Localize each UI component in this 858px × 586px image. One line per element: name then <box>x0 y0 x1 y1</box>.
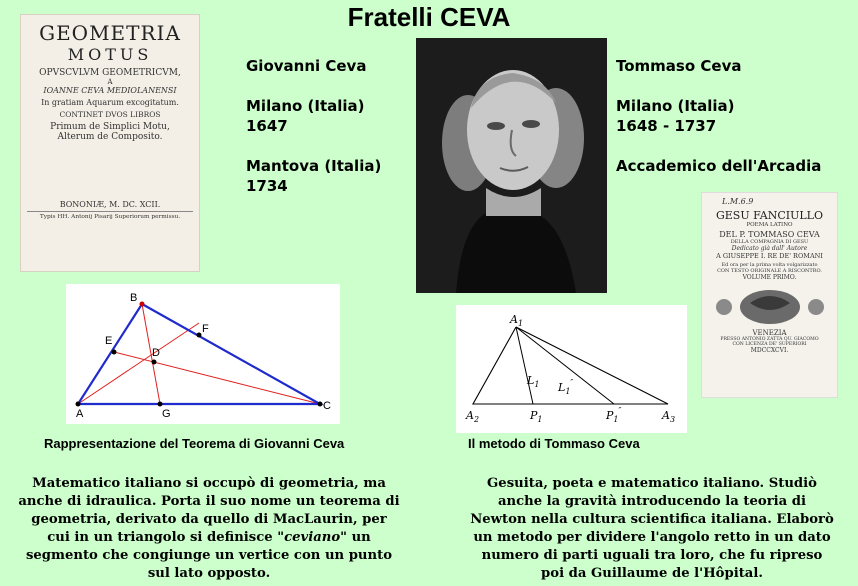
label-L1pp: $L_1''$ <box>558 378 574 396</box>
label-P1: $P_1$ <box>530 409 543 424</box>
tommaso-years: 1648 - 1737 <box>616 117 717 135</box>
tommaso-figure-caption: Il metodo di Tommaso Ceva <box>468 436 640 451</box>
foot-point <box>197 333 202 338</box>
cover-text: L.M.6.9 <box>722 197 754 206</box>
cover-text: GEOMETRIA <box>39 21 181 45</box>
label-A: A <box>76 408 84 420</box>
cover-text: VOLUME PRIMO. <box>742 274 797 281</box>
description-text: un segmento che congiunge un vertice con un punto sul lato opposto. <box>25 530 392 581</box>
description-text: Matematico italiano si occupò di geometria, ma anche di idraulica. Porta il suo nome un teorema di geometria, derivato da quello di MacLaurin, per cui in un triangolo si definisce <box>18 476 400 545</box>
tommaso-place: Milano (Italia) <box>616 97 735 115</box>
cevian-line <box>78 323 199 404</box>
foot-point <box>158 402 163 407</box>
giovanni-death-place: Mantova (Italia) <box>246 157 382 175</box>
geometria-motus-cover <box>20 14 200 272</box>
cover-text: BONONIÆ, M. DC. XCII. <box>59 200 161 209</box>
giovanni-birth-place: Milano (Italia) <box>246 97 365 115</box>
vertex-point <box>76 402 81 407</box>
label-C: C <box>323 400 331 412</box>
foot-point <box>112 350 117 355</box>
cover-text: DELLA COMPAGNIA DI GESU <box>730 239 809 245</box>
page-title: Fratelli CEVA <box>347 2 511 32</box>
label-F: F <box>202 323 209 335</box>
cover-text: CONTINET DVOS LIBROS <box>59 110 161 119</box>
tommaso-name: Tommaso Ceva <box>616 57 742 75</box>
cover-text: Dedicato già dall' Autore <box>731 245 808 252</box>
cover-text: In gratiam Aquarum excogitatum. <box>41 98 179 107</box>
label-L1: $L_1$ <box>527 374 540 389</box>
giovanni-info <box>246 56 416 196</box>
tommaso-info <box>616 56 851 176</box>
giovanni-description <box>18 475 400 583</box>
portrait-illustration <box>416 38 607 293</box>
label-P1pp: $P_1''$ <box>606 406 622 424</box>
concurrency-point <box>152 360 157 365</box>
tommaso-method-figure <box>456 305 687 433</box>
cover-text: DEL P. TOMMASO CEVA <box>719 230 820 239</box>
cover-text: VENEZIA <box>752 329 787 337</box>
cover-text: PRESSO ANTONIO ZATTA QU. GIACOMO <box>720 337 819 342</box>
angle-division-diagram <box>456 305 687 433</box>
cover-text: MOTUS <box>67 45 153 64</box>
cover-text: IOANNE CEVA MEDIOLANENSI <box>43 86 177 95</box>
tommaso-description: Gesuita, poeta e matematico italiano. Studiò anche la gravità introducendo la teoria di Newton nella cultura scientifica italiana. Elaborò un metodo per dividere l'angolo retto in un dato numero di parti uguali tra loro, che fu ripreso poi da Guillaume de l'Hôpital. <box>470 476 834 581</box>
vertex-point <box>140 302 145 307</box>
giovanni-name: Giovanni Ceva <box>246 57 367 75</box>
cover-text: A <box>107 78 113 86</box>
label-B: B <box>130 292 138 304</box>
cover-text: CON LICENZA DE' SUPERIORI <box>732 342 807 347</box>
cover-text: Primum de Simplici Motu, <box>50 122 170 132</box>
label-A2: $A_2$ <box>466 409 480 424</box>
triangle-outline <box>473 327 668 404</box>
ceva-figure-caption: Rappresentazione del Teorema di Giovanni Ceva <box>44 436 345 451</box>
cover-text: Ed ora per la prima volta volgarizzato <box>721 262 818 268</box>
cover-text: CON TESTO ORIGINALE A RISCONTRO. <box>717 268 822 274</box>
label-D: D <box>152 347 160 359</box>
vertex-point <box>318 402 323 407</box>
ceva-triangle-diagram <box>66 284 340 424</box>
cover-text: GESU FANCIULLO <box>715 209 824 222</box>
label-G: G <box>162 408 171 420</box>
cover-text: A GIUSEPPE I. RE DE' ROMANI <box>716 252 823 260</box>
gesu-fanciullo-cover <box>701 192 838 398</box>
tommaso-portrait <box>416 38 607 293</box>
cover-text: POEMA LATINO <box>746 222 793 228</box>
cevian-line <box>114 352 320 404</box>
giovanni-birth-year: 1647 <box>246 117 288 135</box>
cover-text: Alterum de Composito. <box>57 132 163 142</box>
cover-text: MDCCXCVI. <box>750 347 789 354</box>
cover-text: Typis HH. Antonij Pisarij Superiorum permissu. <box>39 214 181 220</box>
giovanni-death-year: 1734 <box>246 177 288 195</box>
tommaso-note: Accademico dell'Arcadia <box>616 157 822 175</box>
label-E: E <box>105 335 113 347</box>
ceva-theorem-figure <box>66 284 340 424</box>
ceviano-term: "ceviano" <box>277 530 347 545</box>
cover-text: OPVSCVLVM GEOMETRICVM, <box>39 68 181 78</box>
label-A1: $A_1$ <box>510 313 524 328</box>
label-A3: $A_3$ <box>662 409 676 424</box>
printer-emblem-icon <box>710 283 830 329</box>
